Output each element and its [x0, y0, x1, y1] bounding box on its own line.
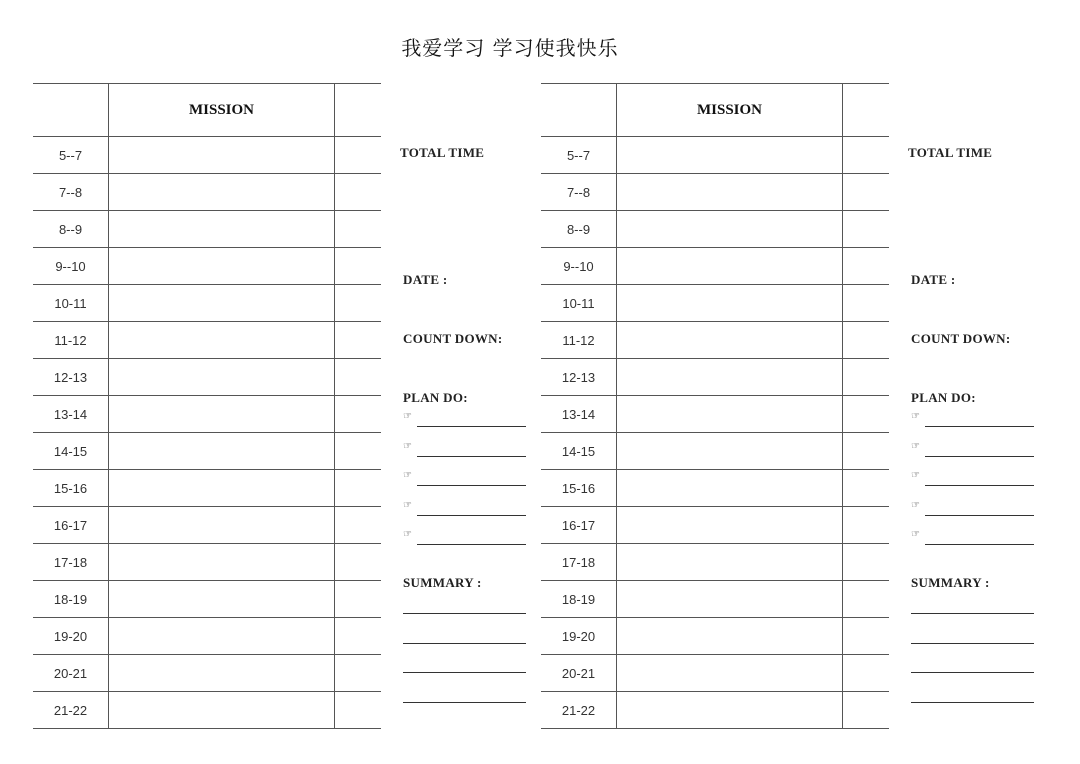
mission-cell[interactable]	[617, 396, 843, 433]
plan-item-line[interactable]	[911, 499, 1034, 516]
plan-item-line[interactable]	[911, 531, 1034, 545]
mission-cell[interactable]	[617, 137, 843, 174]
time-slot-label: 16-17	[33, 507, 109, 544]
mission-cell[interactable]	[617, 692, 843, 729]
time-header-cell	[541, 84, 617, 137]
summary-label: SUMMARY :	[403, 575, 482, 590]
mission-cell[interactable]	[109, 137, 335, 174]
time-slot-label: 9--10	[541, 248, 617, 285]
time-slot-label: 19-20	[33, 618, 109, 655]
table-row	[541, 618, 889, 655]
summary-line[interactable]	[911, 672, 1034, 673]
time-slot-label: 19-20	[541, 618, 617, 655]
extra-cell[interactable]	[843, 507, 890, 544]
plan-do-label: PLAN DO:	[911, 390, 976, 405]
table-row	[33, 211, 381, 248]
extra-cell[interactable]	[843, 544, 890, 581]
mission-header: MISSION	[109, 84, 335, 137]
extra-cell[interactable]	[843, 692, 890, 729]
table-row	[541, 470, 889, 507]
extra-cell[interactable]	[843, 655, 890, 692]
extra-cell[interactable]	[335, 248, 382, 285]
table-row	[541, 544, 889, 581]
extra-cell[interactable]	[843, 359, 890, 396]
time-slot-label: 7--8	[33, 174, 109, 211]
plan-item-line[interactable]	[911, 440, 1034, 457]
schedule-body	[541, 137, 889, 729]
time-slot-label: 13-14	[541, 396, 617, 433]
time-slot-label: 20-21	[541, 655, 617, 692]
table-row	[541, 285, 889, 322]
table-row	[33, 581, 381, 618]
pointing-hand-icon: ☞	[911, 440, 920, 452]
table-row	[541, 396, 889, 433]
date-label: DATE :	[911, 272, 956, 287]
summary-line[interactable]	[911, 613, 1034, 614]
mission-cell[interactable]	[109, 692, 335, 729]
summary-line[interactable]	[403, 702, 526, 703]
table-row	[541, 211, 889, 248]
table-row	[33, 655, 381, 692]
plan-item-line[interactable]	[403, 472, 526, 486]
mission-cell[interactable]	[617, 174, 843, 211]
pointing-hand-icon: ☞	[403, 499, 412, 511]
table-row	[541, 433, 889, 470]
plan-underline	[417, 426, 526, 427]
table-row	[33, 507, 381, 544]
mission-cell[interactable]	[109, 248, 335, 285]
extra-cell[interactable]	[843, 581, 890, 618]
pointing-hand-icon: ☞	[403, 470, 412, 481]
extra-cell[interactable]	[335, 322, 382, 359]
table-row	[33, 248, 381, 285]
extra-cell[interactable]	[335, 396, 382, 433]
mission-cell[interactable]	[109, 359, 335, 396]
extra-cell[interactable]	[843, 433, 890, 470]
time-slot-label: 8--9	[33, 211, 109, 248]
plan-item-line[interactable]	[911, 472, 1034, 486]
time-slot-label: 12-13	[33, 359, 109, 396]
total-time-label: TOTAL TIME	[908, 145, 993, 160]
time-slot-label: 20-21	[33, 655, 109, 692]
total-time-label: TOTAL TIME	[400, 145, 485, 160]
table-row	[33, 544, 381, 581]
summary-line[interactable]	[911, 643, 1034, 644]
mission-cell[interactable]	[617, 359, 843, 396]
mission-cell[interactable]	[109, 507, 335, 544]
time-slot-label: 11-12	[33, 322, 109, 359]
table-row	[33, 692, 381, 729]
time-slot-label: 5--7	[33, 137, 109, 174]
mission-cell[interactable]	[109, 655, 335, 692]
mission-cell[interactable]	[109, 174, 335, 211]
time-slot-label: 18-19	[33, 581, 109, 618]
mission-cell[interactable]	[109, 581, 335, 618]
pointing-hand-icon: ☞	[403, 440, 412, 452]
extra-cell[interactable]	[843, 470, 890, 507]
extra-cell[interactable]	[843, 322, 890, 359]
time-slot-label: 10-11	[541, 285, 617, 322]
table-row	[33, 137, 381, 174]
time-slot-label: 21-22	[33, 692, 109, 729]
extra-cell[interactable]	[843, 174, 890, 211]
time-header-cell	[33, 84, 109, 137]
extra-cell[interactable]	[843, 618, 890, 655]
time-slot-label: 17-18	[33, 544, 109, 581]
time-slot-label: 9--10	[33, 248, 109, 285]
time-slot-label: 5--7	[541, 137, 617, 174]
table-row	[33, 433, 381, 470]
mission-cell[interactable]	[617, 544, 843, 581]
extra-header-cell	[843, 84, 890, 137]
plan-underline	[925, 544, 1034, 545]
extra-cell[interactable]	[335, 692, 382, 729]
extra-cell[interactable]	[335, 137, 382, 174]
time-slot-label: 11-12	[541, 322, 617, 359]
time-slot-label: 13-14	[33, 396, 109, 433]
mission-cell[interactable]	[109, 285, 335, 322]
date-label: DATE :	[403, 272, 448, 287]
summary-line[interactable]	[403, 613, 526, 614]
mission-cell[interactable]	[109, 211, 335, 248]
extra-cell[interactable]	[335, 211, 382, 248]
mission-cell[interactable]	[109, 544, 335, 581]
mission-cell[interactable]	[109, 396, 335, 433]
time-slot-label: 16-17	[541, 507, 617, 544]
plan-item-line[interactable]	[911, 413, 1034, 427]
plan-underline	[925, 515, 1034, 516]
extra-cell[interactable]	[335, 581, 382, 618]
table-row	[541, 248, 889, 285]
table-row	[33, 174, 381, 211]
pointing-hand-icon: ☞	[911, 529, 920, 540]
plan-underline	[925, 426, 1034, 427]
table-row	[541, 655, 889, 692]
mission-cell[interactable]	[617, 322, 843, 359]
mission-cell[interactable]	[617, 248, 843, 285]
mission-cell[interactable]	[617, 655, 843, 692]
pointing-hand-icon: ☞	[403, 529, 412, 540]
time-slot-label: 15-16	[33, 470, 109, 507]
mission-cell[interactable]	[109, 618, 335, 655]
table-row	[33, 285, 381, 322]
extra-cell[interactable]	[335, 618, 382, 655]
pointing-hand-icon: ☞	[911, 411, 920, 422]
extra-cell[interactable]	[335, 359, 382, 396]
extra-cell[interactable]	[335, 655, 382, 692]
time-slot-label: 18-19	[541, 581, 617, 618]
table-row	[33, 618, 381, 655]
mission-cell[interactable]	[617, 507, 843, 544]
time-slot-label: 21-22	[541, 692, 617, 729]
extra-cell[interactable]	[335, 433, 382, 470]
pointing-hand-icon: ☞	[403, 411, 412, 422]
pointing-hand-icon: ☞	[911, 499, 920, 511]
time-slot-label: 15-16	[541, 470, 617, 507]
extra-cell[interactable]	[335, 470, 382, 507]
plan-item-line[interactable]	[403, 440, 526, 457]
time-slot-label: 12-13	[541, 359, 617, 396]
extra-cell[interactable]	[843, 396, 890, 433]
table-row	[33, 359, 381, 396]
plan-underline	[925, 456, 1034, 457]
mission-cell[interactable]	[617, 433, 843, 470]
extra-cell[interactable]	[843, 248, 890, 285]
mission-cell[interactable]	[109, 433, 335, 470]
table-row	[541, 581, 889, 618]
mission-cell[interactable]	[617, 618, 843, 655]
plan-underline	[417, 515, 526, 516]
table-row	[541, 174, 889, 211]
table-row	[33, 322, 381, 359]
time-slot-label: 7--8	[541, 174, 617, 211]
count-down-label: COUNT DOWN:	[403, 331, 503, 346]
table-row	[541, 507, 889, 544]
mission-cell[interactable]	[617, 285, 843, 322]
plan-underline	[925, 485, 1034, 486]
mission-cell[interactable]	[617, 581, 843, 618]
plan-underline	[417, 456, 526, 457]
schedule-header-row	[33, 84, 381, 137]
time-slot-label: 10-11	[33, 285, 109, 322]
extra-cell[interactable]	[335, 174, 382, 211]
plan-underline	[417, 544, 526, 545]
page-title: 我爱学习 学习使我快乐	[401, 36, 619, 60]
table-row	[33, 396, 381, 433]
plan-item-line[interactable]	[403, 413, 526, 427]
extra-cell[interactable]	[335, 507, 382, 544]
table-row	[541, 692, 889, 729]
plan-do-label: PLAN DO:	[403, 390, 468, 405]
mission-cell[interactable]	[617, 211, 843, 248]
table-row	[541, 322, 889, 359]
extra-cell[interactable]	[335, 544, 382, 581]
schedule-body	[33, 137, 381, 729]
plan-item-line[interactable]	[403, 499, 526, 516]
time-slot-label: 14-15	[33, 433, 109, 470]
schedule-header-row	[541, 84, 889, 137]
table-row	[33, 470, 381, 507]
mission-cell[interactable]	[617, 470, 843, 507]
time-slot-label: 8--9	[541, 211, 617, 248]
time-slot-label: 17-18	[541, 544, 617, 581]
extra-cell[interactable]	[843, 137, 890, 174]
plan-item-line[interactable]	[403, 531, 526, 545]
extra-cell[interactable]	[335, 285, 382, 322]
mission-cell[interactable]	[109, 322, 335, 359]
mission-cell[interactable]	[109, 470, 335, 507]
extra-cell[interactable]	[843, 211, 890, 248]
summary-line[interactable]	[403, 643, 526, 644]
summary-line[interactable]	[911, 702, 1034, 703]
time-slot-label: 14-15	[541, 433, 617, 470]
schedule-table	[541, 83, 889, 729]
count-down-label: COUNT DOWN:	[911, 331, 1011, 346]
summary-line[interactable]	[403, 672, 526, 673]
plan-underline	[417, 485, 526, 486]
mission-header: MISSION	[617, 84, 843, 137]
table-row	[541, 359, 889, 396]
table-row	[541, 137, 889, 174]
extra-cell[interactable]	[843, 285, 890, 322]
extra-header-cell	[335, 84, 382, 137]
schedule-table	[33, 83, 381, 729]
pointing-hand-icon: ☞	[911, 470, 920, 481]
summary-label: SUMMARY :	[911, 575, 990, 590]
